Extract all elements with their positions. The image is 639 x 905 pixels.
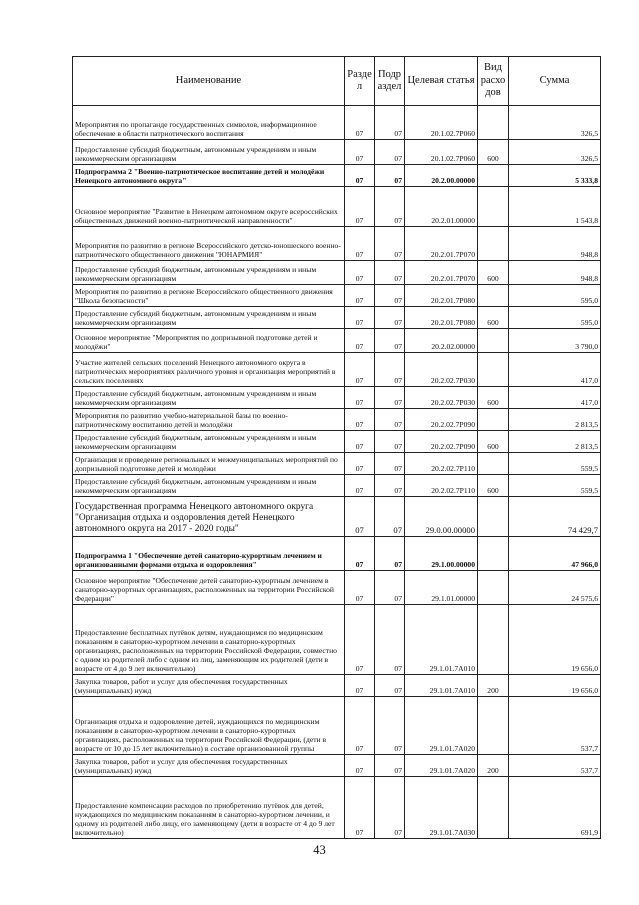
row-article: 20.2.01.7Р070 bbox=[405, 227, 478, 261]
row-razdel: 07 bbox=[345, 140, 375, 165]
table-row bbox=[73, 329, 601, 353]
row-vid bbox=[478, 165, 509, 187]
table-row bbox=[73, 106, 601, 140]
row-vid: 600 bbox=[478, 387, 509, 409]
row-podrazdel: 07 bbox=[375, 106, 405, 140]
row-vid bbox=[478, 697, 509, 755]
row-sum: 74 429,7 bbox=[509, 497, 601, 537]
row-article: 20.2.01.7Р070 bbox=[405, 261, 478, 285]
row-podrazdel: 07 bbox=[375, 605, 405, 675]
table-row bbox=[73, 675, 601, 697]
row-podrazdel: 07 bbox=[375, 409, 405, 431]
row-article: 20.2.02.7Р090 bbox=[405, 409, 478, 431]
row-razdel: 07 bbox=[345, 497, 375, 537]
row-vid: 600 bbox=[478, 307, 509, 329]
table-row bbox=[73, 140, 601, 165]
row-razdel: 07 bbox=[345, 187, 375, 227]
row-name: Основное мероприятие "Обеспечение детей санаторно-курортным лечением в санаторно-курортных организациях, расположенных на территории Российской Федерации" bbox=[73, 571, 345, 605]
row-article: 20.2.00.00000 bbox=[405, 165, 478, 187]
row-podrazdel: 07 bbox=[375, 227, 405, 261]
row-sum: 948,8 bbox=[509, 227, 601, 261]
row-podrazdel: 07 bbox=[375, 537, 405, 571]
row-razdel: 07 bbox=[345, 431, 375, 453]
header-vid: Вид расхо дов bbox=[478, 57, 509, 106]
table-row bbox=[73, 755, 601, 777]
row-vid bbox=[478, 409, 509, 431]
row-name: Закупка товаров, работ и услуг для обеспечения государственных (муниципальных) нужд bbox=[73, 675, 345, 697]
table-body bbox=[73, 106, 601, 839]
row-vid: 200 bbox=[478, 675, 509, 697]
row-sum: 417,0 bbox=[509, 353, 601, 387]
row-podrazdel: 07 bbox=[375, 697, 405, 755]
row-razdel: 07 bbox=[345, 453, 375, 475]
row-vid bbox=[478, 537, 509, 571]
row-razdel: 07 bbox=[345, 261, 375, 285]
row-vid: 600 bbox=[478, 140, 509, 165]
row-podrazdel: 07 bbox=[375, 755, 405, 777]
row-podrazdel: 07 bbox=[375, 165, 405, 187]
row-sum: 559,5 bbox=[509, 453, 601, 475]
table-row bbox=[73, 777, 601, 839]
row-podrazdel: 07 bbox=[375, 475, 405, 497]
row-article: 20.1.02.7Р060 bbox=[405, 140, 478, 165]
row-podrazdel: 07 bbox=[375, 140, 405, 165]
table-row bbox=[73, 353, 601, 387]
row-podrazdel: 07 bbox=[375, 387, 405, 409]
table-header bbox=[73, 57, 601, 106]
row-vid bbox=[478, 353, 509, 387]
row-razdel: 07 bbox=[345, 227, 375, 261]
header-razdel: Разде л bbox=[345, 57, 375, 106]
row-sum: 326,5 bbox=[509, 140, 601, 165]
row-article: 20.2.01.7Р080 bbox=[405, 285, 478, 307]
row-name: Мероприятия по развитию в регионе Всероссийского общественного движения "Школа безопасности" bbox=[73, 285, 345, 307]
table-row bbox=[73, 165, 601, 187]
row-vid bbox=[478, 329, 509, 353]
row-sum: 595,0 bbox=[509, 307, 601, 329]
row-podrazdel: 07 bbox=[375, 285, 405, 307]
table-row bbox=[73, 227, 601, 261]
row-podrazdel: 07 bbox=[375, 571, 405, 605]
row-sum: 47 966,0 bbox=[509, 537, 601, 571]
row-razdel: 07 bbox=[345, 387, 375, 409]
row-podrazdel: 07 bbox=[375, 353, 405, 387]
table-row bbox=[73, 571, 601, 605]
row-name: Предоставление субсидий бюджетным, автономным учреждениям и иным некоммерческим организациям bbox=[73, 307, 345, 329]
row-name: Предоставление субсидий бюджетным, автономным учреждениям и иным некоммерческим организациям bbox=[73, 475, 345, 497]
table-row bbox=[73, 285, 601, 307]
page-number: 43 bbox=[313, 843, 326, 857]
row-article: 20.2.02.00000 bbox=[405, 329, 478, 353]
table-row bbox=[73, 261, 601, 285]
row-sum: 3 790,0 bbox=[509, 329, 601, 353]
row-vid bbox=[478, 187, 509, 227]
row-name: Предоставление субсидий бюджетным, автономным учреждениям и иным некоммерческим организациям bbox=[73, 431, 345, 453]
row-razdel: 07 bbox=[345, 755, 375, 777]
header-podrazdel: Подр аздел bbox=[375, 57, 405, 106]
row-razdel: 07 bbox=[345, 475, 375, 497]
row-vid bbox=[478, 605, 509, 675]
row-name: Предоставление компенсации расходов по приобретению путёвок для детей, нуждающихся по медицинским показаниям в санаторно-курортном лечении, и одному из родителей либо лицу, его заменяющему (дети в возрасте от 4 до 9 лет включительно) bbox=[73, 777, 345, 839]
row-article: 20.2.02.7Р090 bbox=[405, 431, 478, 453]
row-name: Мероприятия по развитию в регионе Всероссийского детско-юношеского военно-патриотического общественного движения "ЮНАРМИЯ" bbox=[73, 227, 345, 261]
row-article: 20.2.02.7Р030 bbox=[405, 387, 478, 409]
row-sum: 595,0 bbox=[509, 285, 601, 307]
budget-table bbox=[72, 56, 601, 839]
row-sum: 2 813,5 bbox=[509, 409, 601, 431]
header-article: Целевая статья bbox=[405, 57, 478, 106]
row-article: 29.1.01.7А010 bbox=[405, 675, 478, 697]
row-razdel: 07 bbox=[345, 106, 375, 140]
table-row bbox=[73, 605, 601, 675]
row-podrazdel: 07 bbox=[375, 307, 405, 329]
row-vid: 600 bbox=[478, 431, 509, 453]
row-sum: 559,5 bbox=[509, 475, 601, 497]
row-sum: 537,7 bbox=[509, 697, 601, 755]
row-razdel: 07 bbox=[345, 571, 375, 605]
row-sum: 5 333,8 bbox=[509, 165, 601, 187]
row-vid bbox=[478, 453, 509, 475]
row-vid bbox=[478, 497, 509, 537]
row-vid: 600 bbox=[478, 475, 509, 497]
row-vid bbox=[478, 571, 509, 605]
row-name: Подпрограмма 2 "Военно-патриотическое воспитание детей и молодёжи Ненецкого автономного округа" bbox=[73, 165, 345, 187]
row-article: 29.1.01.7А010 bbox=[405, 605, 478, 675]
table-row bbox=[73, 697, 601, 755]
row-razdel: 07 bbox=[345, 285, 375, 307]
row-article: 29.1.01.7А020 bbox=[405, 755, 478, 777]
table-row bbox=[73, 307, 601, 329]
row-razdel: 07 bbox=[345, 307, 375, 329]
row-article: 20.2.02.7Р030 bbox=[405, 353, 478, 387]
row-article: 20.1.02.7Р060 bbox=[405, 106, 478, 140]
row-article: 29.1.01.7А030 bbox=[405, 777, 478, 839]
row-razdel: 07 bbox=[345, 697, 375, 755]
table-row bbox=[73, 453, 601, 475]
row-razdel: 07 bbox=[345, 353, 375, 387]
row-vid: 600 bbox=[478, 261, 509, 285]
row-podrazdel: 07 bbox=[375, 777, 405, 839]
row-article: 20.2.02.7Р110 bbox=[405, 453, 478, 475]
row-sum: 1 543,8 bbox=[509, 187, 601, 227]
row-name: Основное мероприятие "Развитие в Ненецком автономном округе всероссийских общественных движений военно-патриотической направленности" bbox=[73, 187, 345, 227]
row-name: Предоставление бесплатных путёвок детям, нуждающимся по медицинским показаниям в санаторно-курортном лечении в санаторно-курортных организациях, расположенных на территории Российской Федерации, совместно с одним из родителей либо с одним из лиц, заменяющим их родителей (дети в возрасте от 4 до 9 лет включительно) bbox=[73, 605, 345, 675]
row-razdel: 07 bbox=[345, 675, 375, 697]
row-sum: 948,8 bbox=[509, 261, 601, 285]
row-podrazdel: 07 bbox=[375, 453, 405, 475]
row-sum: 537,7 bbox=[509, 755, 601, 777]
row-name: Основное мероприятие "Мероприятия по допризывной подготовке детей и молодёжи" bbox=[73, 329, 345, 353]
row-sum: 19 656,0 bbox=[509, 675, 601, 697]
row-name: Участие жителей сельских поселений Ненецкого автономного округа в патриотических мероприятиях различного уровня и организация мероприятий в сельских поселениях bbox=[73, 353, 345, 387]
row-article: 20.2.01.00000 bbox=[405, 187, 478, 227]
row-razdel: 07 bbox=[345, 777, 375, 839]
row-razdel: 07 bbox=[345, 537, 375, 571]
row-podrazdel: 07 bbox=[375, 329, 405, 353]
row-name: Мероприятия по развитию учебно-материальной базы по военно-патриотическому воспитанию детей и молодёжи bbox=[73, 409, 345, 431]
table-row bbox=[73, 387, 601, 409]
row-vid bbox=[478, 777, 509, 839]
table-row bbox=[73, 475, 601, 497]
table-row bbox=[73, 409, 601, 431]
row-razdel: 07 bbox=[345, 605, 375, 675]
table-row bbox=[73, 497, 601, 537]
row-sum: 19 656,0 bbox=[509, 605, 601, 675]
row-name: Предоставление субсидий бюджетным, автономным учреждениям и иным некоммерческим организациям bbox=[73, 387, 345, 409]
table-row bbox=[73, 187, 601, 227]
row-vid: 200 bbox=[478, 755, 509, 777]
row-name: Мероприятия по пропаганде государственных символов, информационное обеспечение в области патриотического воспитания bbox=[73, 106, 345, 140]
row-article: 29.1.00.00000 bbox=[405, 537, 478, 571]
row-vid bbox=[478, 227, 509, 261]
row-article: 29.1.01.00000 bbox=[405, 571, 478, 605]
row-podrazdel: 07 bbox=[375, 431, 405, 453]
header-name: Наименование bbox=[73, 57, 345, 106]
row-sum: 417,0 bbox=[509, 387, 601, 409]
row-name: Предоставление субсидий бюджетным, автономным учреждениям и иным некоммерческим организациям bbox=[73, 140, 345, 165]
row-razdel: 07 bbox=[345, 329, 375, 353]
table-row bbox=[73, 431, 601, 453]
row-article: 29.0.00.00000 bbox=[405, 497, 478, 537]
row-name: Предоставление субсидий бюджетным, автономным учреждениям и иным некоммерческим организациям bbox=[73, 261, 345, 285]
row-sum: 326,5 bbox=[509, 106, 601, 140]
row-razdel: 07 bbox=[345, 165, 375, 187]
row-sum: 24 575,6 bbox=[509, 571, 601, 605]
row-article: 29.1.01.7А020 bbox=[405, 697, 478, 755]
row-article: 20.2.01.7Р080 bbox=[405, 307, 478, 329]
row-name: Организация и проведение региональных и межмуниципальных мероприятий по допризывной подготовке детей и молодёжи bbox=[73, 453, 345, 475]
row-name: Организация отдыха и оздоровление детей, нуждающихся по медицинским показаниям в санаторно-курортном лечении в санаторно-курортных организациях, расположенных на территории Российской Федерации, (дети в возрасте от 10 до 15 лет включительно) в составе организованной группы bbox=[73, 697, 345, 755]
header-sum: Сумма bbox=[509, 57, 601, 106]
row-vid bbox=[478, 106, 509, 140]
row-article: 20.2.02.7Р110 bbox=[405, 475, 478, 497]
row-name: Закупка товаров, работ и услуг для обеспечения государственных (муниципальных) нужд bbox=[73, 755, 345, 777]
row-vid bbox=[478, 285, 509, 307]
row-name: Подпрограмма 1 "Обеспечение детей санаторно-курортным лечением и организованными формами отдыха и оздоровления" bbox=[73, 537, 345, 571]
row-sum: 691,9 bbox=[509, 777, 601, 839]
row-name: Государственная программа Ненецкого автономного округа "Организация отдыха и оздоровления детей Ненецкого автономного округа на 2017 - 2020 годы" bbox=[73, 497, 345, 537]
row-sum: 2 813,5 bbox=[509, 431, 601, 453]
table-row bbox=[73, 537, 601, 571]
row-podrazdel: 07 bbox=[375, 675, 405, 697]
row-podrazdel: 07 bbox=[375, 187, 405, 227]
row-razdel: 07 bbox=[345, 409, 375, 431]
row-podrazdel: 07 bbox=[375, 261, 405, 285]
row-podrazdel: 07 bbox=[375, 497, 405, 537]
